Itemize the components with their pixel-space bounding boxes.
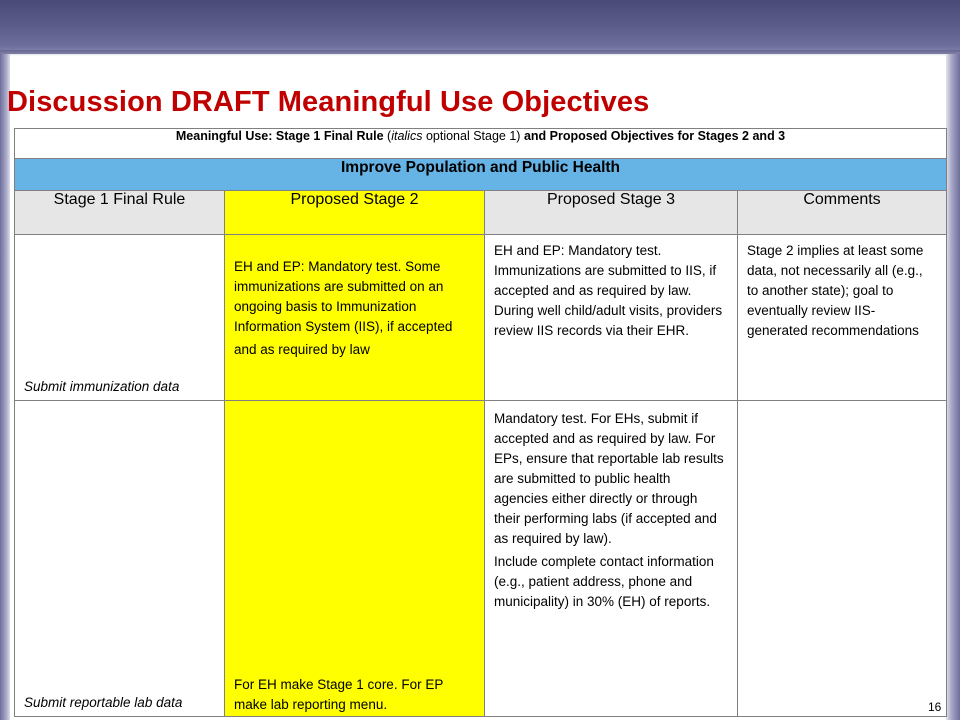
stage2-cell [225,235,485,401]
comments-cell: Stage 2 implies at least some data, not necessarily all (e.g., to another state); goal to eventually review IIS-generated recommendations [738,235,947,401]
slide-banner-shadow [0,50,960,56]
comments-cell [738,401,947,717]
table-caption [15,129,947,159]
table-row [15,401,947,717]
caption-italic: italics [391,129,423,143]
table-row [15,235,947,401]
column-header-stage1: Stage 1 Final Rule [15,191,225,235]
column-header-comments: Comments [738,191,947,235]
column-header-stage3: Proposed Stage 3 [485,191,738,235]
page-number: 16 [928,700,942,714]
caption-text: optional Stage 1) [422,129,524,143]
stage3-cell [485,401,738,717]
slide-top-banner [0,0,960,54]
stage3-text: Mandatory test. For EHs, submit if accepted and as required by law. For EPs, ensure that reportable lab results are submitted to public health agencies either directly or through their performing labs (if accepted and as required by law). [494,411,724,546]
stage2-cell [225,401,485,717]
slide-left-border [0,54,10,720]
stage3-text: Include complete contact information (e.g., patient address, phone and municipality) in 30% (EH) of reports. [494,554,714,609]
stage1-objective: Submit reportable lab data [15,401,225,717]
slide-right-border [946,54,960,720]
stage2-text: and as required by law [234,342,370,357]
stage3-cell [485,235,738,401]
caption-text: ( [383,129,392,143]
objectives-table [14,128,947,717]
stage3-text: EH and EP: Mandatory test. Immunizations are submitted to IIS, if accepted and as required by law. During well child/adult visits, providers review IIS records via their EHR. [494,243,723,338]
caption-bold-trail: and Proposed Objectives for Stages 2 and 3 [523,129,786,143]
stage2-text: EH and EP: Mandatory test. Some immunizations are submitted on an ongoing basis to Immunization Information System (IIS), if accepted [234,259,453,334]
caption-bold-lead: Meaningful Use: Stage 1 Final Rule [175,129,384,143]
column-header-stage2: Proposed Stage 2 [225,191,485,235]
section-header-row [15,159,947,191]
slide-title: Discussion DRAFT Meaningful Use Objectives [7,86,650,118]
section-header: Improve Population and Public Health [15,159,947,191]
table-caption-row [15,129,947,159]
column-header-row [15,191,947,235]
stage2-text: For EH make Stage 1 core. For EP make lab reporting menu. [234,677,444,712]
stage1-objective: Submit immunization data [15,235,225,401]
